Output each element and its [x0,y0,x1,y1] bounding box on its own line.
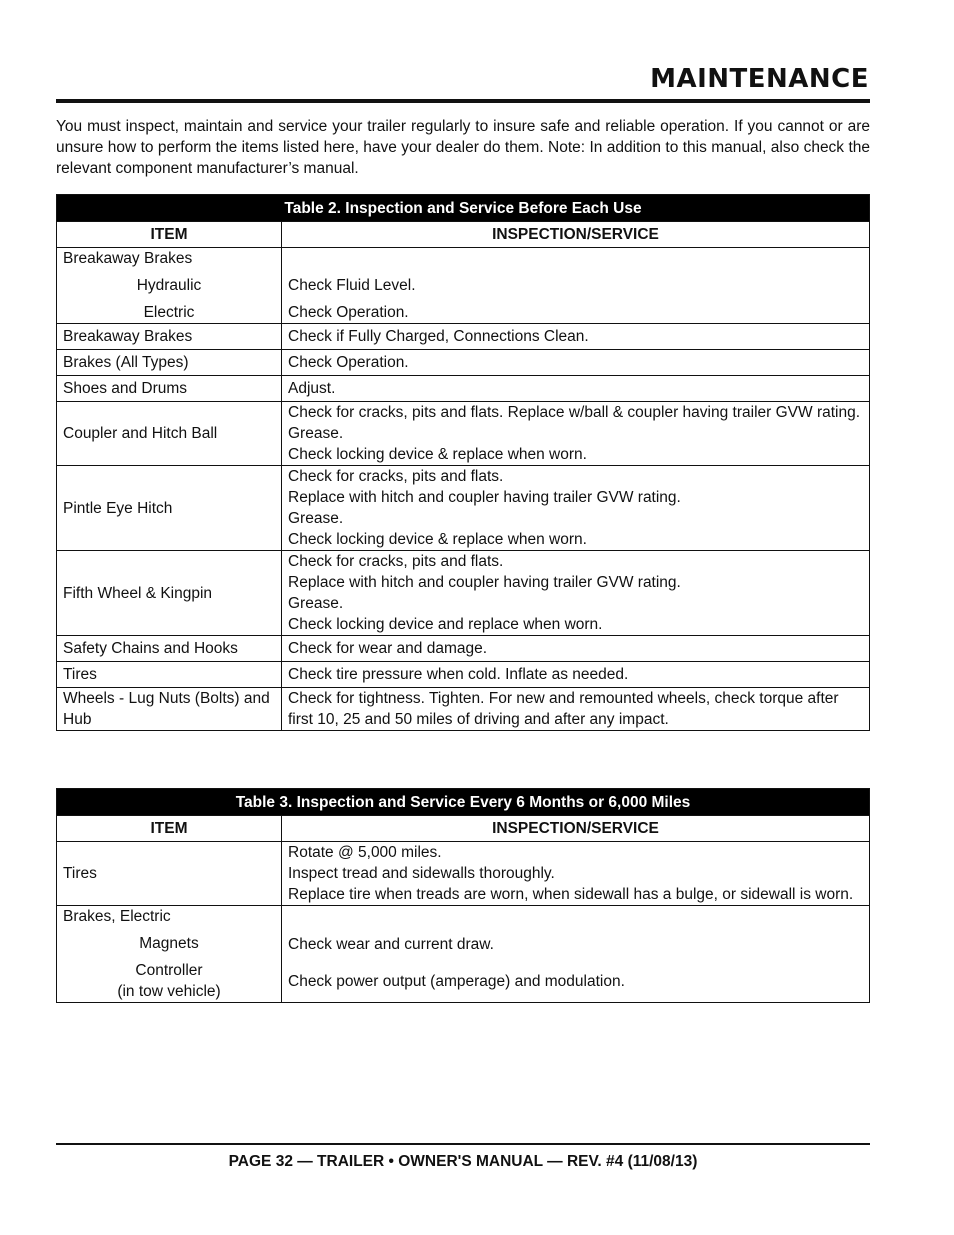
service-cell [282,906,870,1003]
service-cell [282,466,870,551]
column-header-service: INSPECTION/SERVICE [282,222,870,248]
table-row [57,402,870,466]
table-inspection-six-months [56,788,870,1003]
item-cell [57,248,282,324]
page-title: MAINTENANCE [650,64,869,94]
item-cell: Tires [57,842,282,906]
service-cell [282,324,870,350]
title-rule [56,99,870,103]
service-text: Check locking device & replace when worn. [288,531,587,548]
service-text: Grease. [288,510,344,527]
service-text: Check locking device and replace when worn. [288,616,603,633]
item-cell: Tires [57,662,282,688]
service-cell [282,636,870,662]
table-row [57,688,870,731]
table-row [57,350,870,376]
table-row [57,636,870,662]
item-label: Brakes, Electric [63,908,171,925]
service-text: Grease. [288,425,344,442]
service-text: Replace with hitch and coupler having trailer GVW rating. [288,574,681,591]
service-text: Inspect tread and sidewalls thoroughly. [288,865,555,882]
table-row [57,906,870,1003]
footer-rule [56,1143,870,1145]
service-text: Check tire pressure when cold. Inflate as needed. [288,666,629,683]
item-label: Breakaway Brakes [63,250,193,267]
table-caption: Table 3. Inspection and Service Every 6 Months or 6,000 Miles [57,789,870,816]
service-text: Check for cracks, pits and flats. Replace w/ball & coupler having trailer GVW rating. [288,404,861,421]
service-text: Check for cracks, pits and flats. [288,468,504,485]
service-text: Adjust. [288,380,336,397]
table-row [57,324,870,350]
item-cell: Brakes (All Types) [57,350,282,376]
item-cell: Coupler and Hitch Ball [57,402,282,466]
item-cell: Wheels - Lug Nuts (Bolts) and Hub [57,688,282,731]
service-cell [282,402,870,466]
item-cell: Breakaway Brakes [57,324,282,350]
service-cell [282,376,870,402]
service-text: Check Operation. [288,354,409,371]
table-row [57,376,870,402]
service-text: Grease. [288,595,344,612]
service-cell [282,350,870,376]
service-cell [282,551,870,636]
service-text: Check for tightness. Tighten. For new and remounted wheels, check torque after first 10, 25 and 50 miles of driving and after any impact. [288,690,839,728]
table-row [57,551,870,636]
service-text: Check power output (amperage) and modulation. [288,972,625,990]
item-sub-label: Magnets [139,935,199,952]
service-text: Check for cracks, pits and flats. [288,553,504,570]
service-cell [282,662,870,688]
table-row [57,248,870,324]
table-caption: Table 2. Inspection and Service Before Each Use [57,195,870,222]
item-cell: Fifth Wheel & Kingpin [57,551,282,636]
service-text: Check Fluid Level. [288,277,416,294]
item-sub-label: Electric [143,304,195,321]
service-text: Check locking device & replace when worn. [288,446,587,463]
service-cell [282,248,870,324]
item-sub-label: Hydraulic [136,277,202,294]
item-cell: Shoes and Drums [57,376,282,402]
table-row [57,842,870,906]
item-cell [57,906,282,1003]
service-text: Replace with hitch and coupler having trailer GVW rating. [288,489,681,506]
item-cell: Pintle Eye Hitch [57,466,282,551]
service-text: Check Operation. [288,304,409,321]
table-inspection-before-each-use [56,194,870,731]
service-text: Replace tire when treads are worn, when sidewall has a bulge, or sidewall is worn. [288,886,854,903]
page-footer: PAGE 32 — TRAILER • OWNER'S MANUAL — REV. #4 (11/08/13) [228,1153,698,1170]
service-cell [282,688,870,731]
table-row [57,662,870,688]
column-header-service: INSPECTION/SERVICE [282,816,870,842]
service-cell [282,842,870,906]
service-text: Check wear and current draw. [288,935,494,953]
column-header-item: ITEM [57,222,282,248]
service-text: Check for wear and damage. [288,640,488,657]
item-sub-label: (in tow vehicle) [117,983,221,1000]
service-text: Rotate @ 5,000 miles. [288,844,442,861]
table-row [57,466,870,551]
item-cell: Safety Chains and Hooks [57,636,282,662]
item-sub-label: Controller [135,962,203,979]
service-text: Check if Fully Charged, Connections Clean. [288,328,589,345]
column-header-item: ITEM [57,816,282,842]
intro-paragraph: You must inspect, maintain and service your trailer regularly to insure safe and reliable operation. If you cannot or are unsure how to perform the items listed here, have your dealer do them. Note: In addition to this manual, also check the relevant component manufacturer’s manual. [56,118,870,177]
